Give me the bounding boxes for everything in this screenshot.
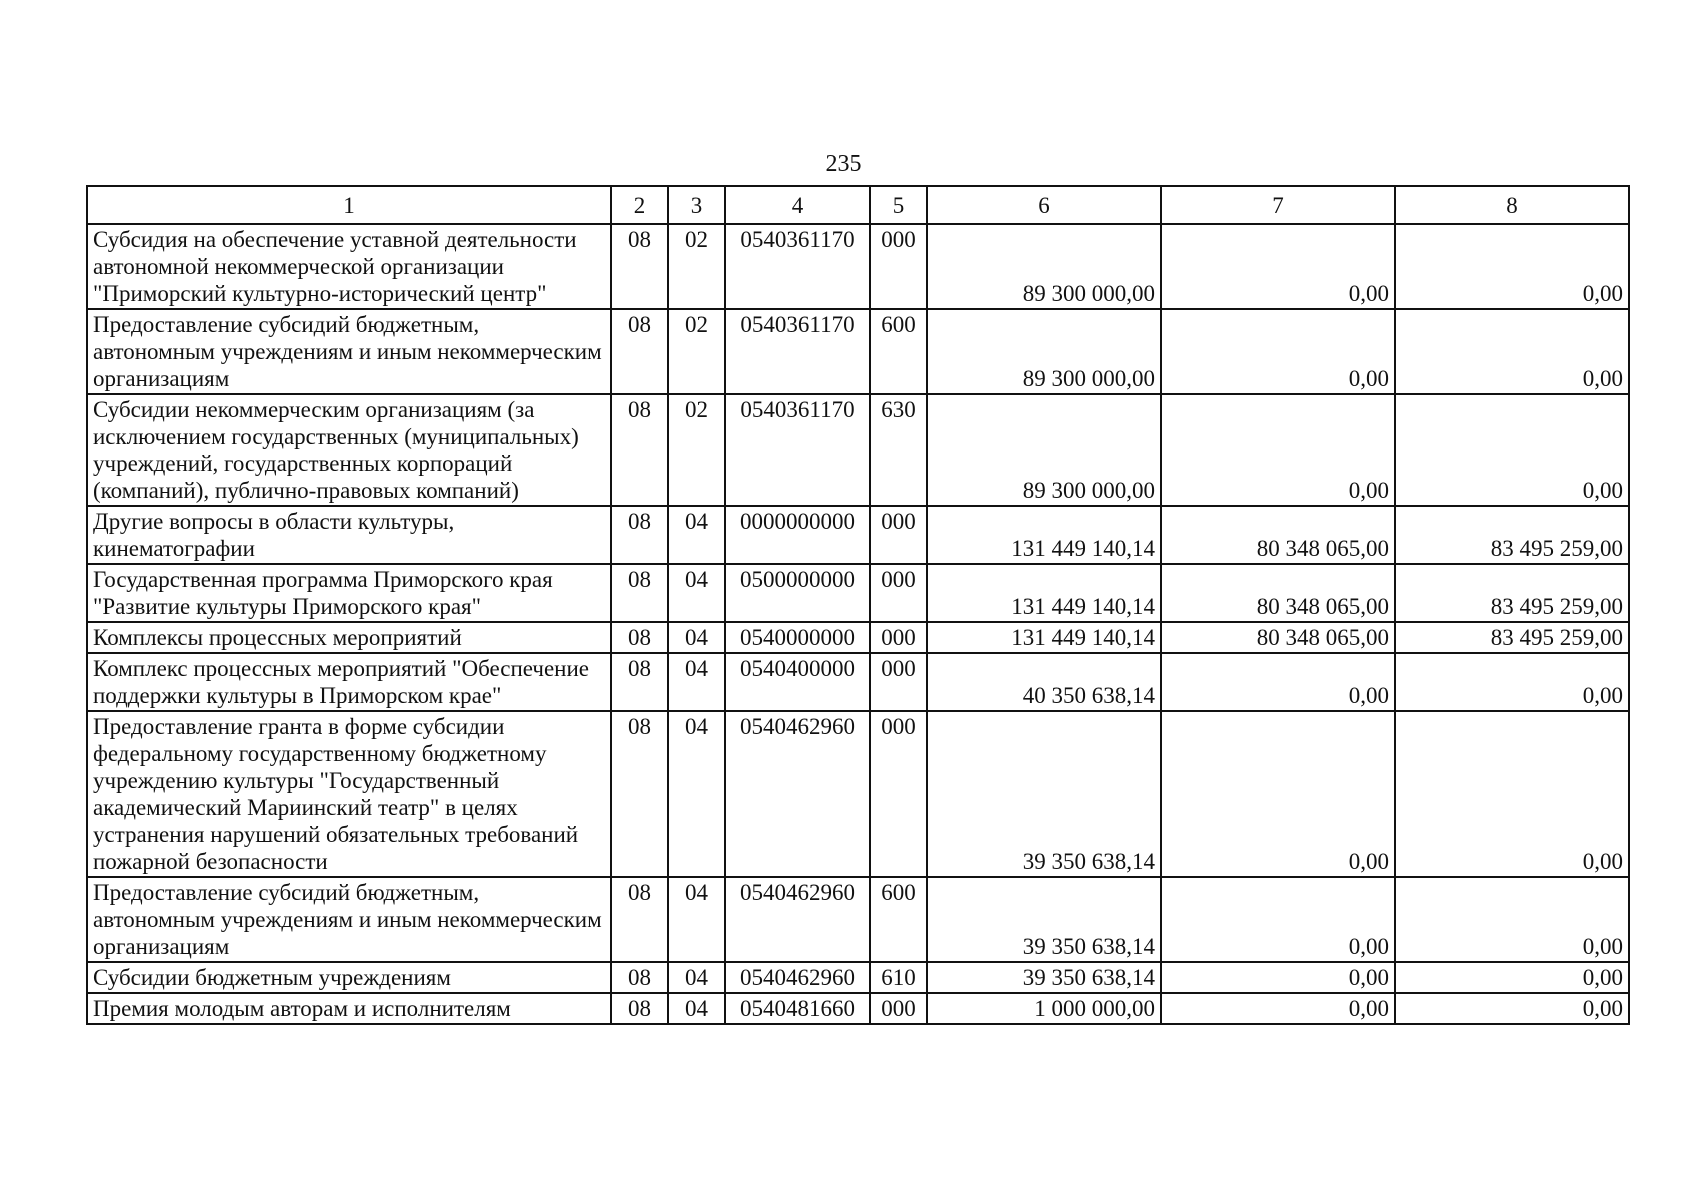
expense-type-code: 000: [870, 653, 927, 711]
amount-2: 0,00: [1161, 653, 1395, 711]
target-code: 0540462960: [725, 877, 870, 962]
row-name: Субсидии некоммерческим организациям (за исключением государственных (муниципальных) учреждений, государственных корпораций (компаний), публично-правовых компаний): [87, 394, 611, 506]
subsection-code: 02: [668, 224, 725, 309]
amount-1: 131 449 140,14: [927, 506, 1161, 564]
row-name: Предоставление субсидий бюджетным, автономным учреждениям и иным некоммерческим организациям: [87, 309, 611, 394]
table-row: [87, 711, 1629, 877]
section-code: 08: [611, 622, 668, 653]
amount-2: 0,00: [1161, 993, 1395, 1024]
amount-1: 39 350 638,14: [927, 962, 1161, 993]
subsection-code: 04: [668, 653, 725, 711]
amount-1: 89 300 000,00: [927, 309, 1161, 394]
section-code: 08: [611, 993, 668, 1024]
subsection-code: 04: [668, 877, 725, 962]
section-code: 08: [611, 224, 668, 309]
table-row: [87, 224, 1629, 309]
subsection-code: 04: [668, 711, 725, 877]
table-row: [87, 962, 1629, 993]
amount-2: 80 348 065,00: [1161, 506, 1395, 564]
table-row: [87, 506, 1629, 564]
section-code: 08: [611, 711, 668, 877]
expense-type-code: 000: [870, 993, 927, 1024]
amount-2: 0,00: [1161, 309, 1395, 394]
expense-type-code: 610: [870, 962, 927, 993]
column-header: 4: [725, 186, 870, 224]
amount-2: 0,00: [1161, 224, 1395, 309]
table-row: [87, 309, 1629, 394]
column-header: 1: [87, 186, 611, 224]
amount-3: 0,00: [1395, 224, 1629, 309]
column-header: 7: [1161, 186, 1395, 224]
amount-3: 83 495 259,00: [1395, 506, 1629, 564]
section-code: 08: [611, 309, 668, 394]
subsection-code: 02: [668, 394, 725, 506]
row-name: Субсидии бюджетным учреждениям: [87, 962, 611, 993]
amount-1: 131 449 140,14: [927, 622, 1161, 653]
section-code: 08: [611, 394, 668, 506]
row-name: Предоставление гранта в форме субсидии федеральному государственному бюджетному учреждению культуры "Государственный академический Мариинский театр" в целях устранения нарушений обязательных требований пожарной безопасности: [87, 711, 611, 877]
target-code: 0540361170: [725, 224, 870, 309]
amount-1: 39 350 638,14: [927, 877, 1161, 962]
amount-3: 0,00: [1395, 993, 1629, 1024]
section-code: 08: [611, 877, 668, 962]
amount-3: 83 495 259,00: [1395, 622, 1629, 653]
target-code: 0540462960: [725, 711, 870, 877]
subsection-code: 04: [668, 506, 725, 564]
target-code: 0540400000: [725, 653, 870, 711]
column-header: 2: [611, 186, 668, 224]
row-name: Другие вопросы в области культуры, кинематографии: [87, 506, 611, 564]
row-name: Премия молодым авторам и исполнителям: [87, 993, 611, 1024]
amount-2: 80 348 065,00: [1161, 622, 1395, 653]
amount-2: 0,00: [1161, 711, 1395, 877]
amount-3: 83 495 259,00: [1395, 564, 1629, 622]
column-header: 5: [870, 186, 927, 224]
target-code: 0540000000: [725, 622, 870, 653]
table-row: [87, 653, 1629, 711]
amount-3: 0,00: [1395, 653, 1629, 711]
expense-type-code: 000: [870, 224, 927, 309]
target-code: 0540361170: [725, 394, 870, 506]
amount-2: 80 348 065,00: [1161, 564, 1395, 622]
expense-type-code: 600: [870, 877, 927, 962]
amount-1: 89 300 000,00: [927, 394, 1161, 506]
target-code: 0540481660: [725, 993, 870, 1024]
table-header-row: [87, 186, 1629, 224]
amount-2: 0,00: [1161, 877, 1395, 962]
table-row: [87, 993, 1629, 1024]
section-code: 08: [611, 962, 668, 993]
subsection-code: 04: [668, 564, 725, 622]
budget-table: [86, 185, 1630, 1025]
row-name: Государственная программа Приморского края "Развитие культуры Приморского края": [87, 564, 611, 622]
section-code: 08: [611, 653, 668, 711]
expense-type-code: 000: [870, 506, 927, 564]
column-header: 8: [1395, 186, 1629, 224]
row-name: Комплексы процессных мероприятий: [87, 622, 611, 653]
table-row: [87, 394, 1629, 506]
page-number: 235: [825, 151, 862, 177]
expense-type-code: 000: [870, 711, 927, 877]
target-code: 0000000000: [725, 506, 870, 564]
column-header: 6: [927, 186, 1161, 224]
row-name: Комплекс процессных мероприятий "Обеспечение поддержки культуры в Приморском крае": [87, 653, 611, 711]
subsection-code: 02: [668, 309, 725, 394]
expense-type-code: 600: [870, 309, 927, 394]
column-header: 3: [668, 186, 725, 224]
target-code: 0540462960: [725, 962, 870, 993]
subsection-code: 04: [668, 993, 725, 1024]
table-row: [87, 622, 1629, 653]
subsection-code: 04: [668, 962, 725, 993]
target-code: 0500000000: [725, 564, 870, 622]
table-row: [87, 877, 1629, 962]
expense-type-code: 630: [870, 394, 927, 506]
section-code: 08: [611, 564, 668, 622]
amount-1: 89 300 000,00: [927, 224, 1161, 309]
amount-3: 0,00: [1395, 711, 1629, 877]
amount-3: 0,00: [1395, 394, 1629, 506]
expense-type-code: 000: [870, 564, 927, 622]
amount-1: 39 350 638,14: [927, 711, 1161, 877]
amount-3: 0,00: [1395, 962, 1629, 993]
row-name: Субсидия на обеспечение уставной деятельности автономной некоммерческой организации "Приморский культурно-исторический центр": [87, 224, 611, 309]
amount-3: 0,00: [1395, 877, 1629, 962]
target-code: 0540361170: [725, 309, 870, 394]
amount-1: 40 350 638,14: [927, 653, 1161, 711]
amount-1: 1 000 000,00: [927, 993, 1161, 1024]
row-name: Предоставление субсидий бюджетным, автономным учреждениям и иным некоммерческим организациям: [87, 877, 611, 962]
expense-type-code: 000: [870, 622, 927, 653]
amount-3: 0,00: [1395, 309, 1629, 394]
table-row: [87, 564, 1629, 622]
amount-2: 0,00: [1161, 394, 1395, 506]
amount-1: 131 449 140,14: [927, 564, 1161, 622]
subsection-code: 04: [668, 622, 725, 653]
section-code: 08: [611, 506, 668, 564]
amount-2: 0,00: [1161, 962, 1395, 993]
